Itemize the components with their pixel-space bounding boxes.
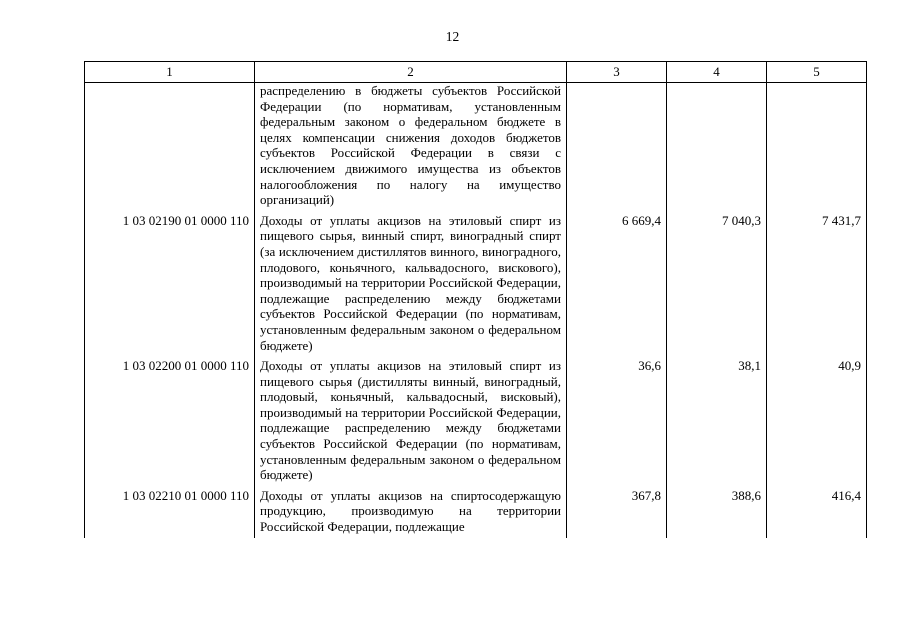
table-row bbox=[85, 356, 867, 486]
value-col-5 bbox=[767, 83, 867, 211]
column-number: 1 bbox=[85, 62, 255, 83]
table-row bbox=[85, 211, 867, 356]
column-number: 2 bbox=[255, 62, 567, 83]
page-number: 12 bbox=[445, 29, 460, 44]
revenue-code bbox=[85, 83, 255, 211]
value-col-5: 7 431,7 bbox=[767, 211, 867, 356]
value-col-4: 38,1 bbox=[667, 356, 767, 486]
column-number: 3 bbox=[567, 62, 667, 83]
revenue-code: 1 03 02200 01 0000 110 bbox=[85, 356, 255, 486]
value-col-4: 7 040,3 bbox=[667, 211, 767, 356]
revenue-description: Доходы от уплаты акцизов на спиртосодержащую продукцию, производимую на территории Российской Федерации, подлежащие bbox=[255, 486, 567, 538]
column-number: 4 bbox=[667, 62, 767, 83]
table-row bbox=[85, 83, 867, 211]
value-col-3: 367,8 bbox=[567, 486, 667, 538]
value-col-5: 40,9 bbox=[767, 356, 867, 486]
revenue-description: Доходы от уплаты акцизов на этиловый спирт из пищевого сырья, винный спирт, виноградный спирт (за исключением дистиллятов винного, виноградного, плодового, коньячного, кальвадосного, вискового), производимый на территории Российской Федерации, подлежащие распределению между бюджетами субъектов Российской Федерации (по нормативам, установленным федеральным законом о федеральном бюджете) bbox=[255, 211, 567, 356]
table-row bbox=[85, 486, 867, 538]
value-col-3 bbox=[567, 83, 667, 211]
column-number-row bbox=[85, 62, 867, 83]
value-col-3: 6 669,4 bbox=[567, 211, 667, 356]
value-col-5: 416,4 bbox=[767, 486, 867, 538]
column-number: 5 bbox=[767, 62, 867, 83]
value-col-4: 388,6 bbox=[667, 486, 767, 538]
value-col-3: 36,6 bbox=[567, 356, 667, 486]
value-col-4 bbox=[667, 83, 767, 211]
budget-table bbox=[84, 61, 867, 538]
revenue-description: Доходы от уплаты акцизов на этиловый спирт из пищевого сырья (дистилляты винный, виноградный, плодовый, коньячный, кальвадосный, висковый), производимый на территории Российской Федерации, подлежащие распределению между бюджетами субъектов Российской Федерации (по нормативам, установленным федеральным законом о федеральном бюджете) bbox=[255, 356, 567, 486]
revenue-code: 1 03 02190 01 0000 110 bbox=[85, 211, 255, 356]
revenue-description: распределению в бюджеты субъектов Российской Федерации (по нормативам, установленным федеральным законом о федеральном бюджете в целях компенсации снижения доходов бюджетов субъектов Российской Федерации в связи с исключением движимого имущества из объектов налогообложения по налогу на имущество организаций) bbox=[255, 83, 567, 211]
revenue-code: 1 03 02210 01 0000 110 bbox=[85, 486, 255, 538]
